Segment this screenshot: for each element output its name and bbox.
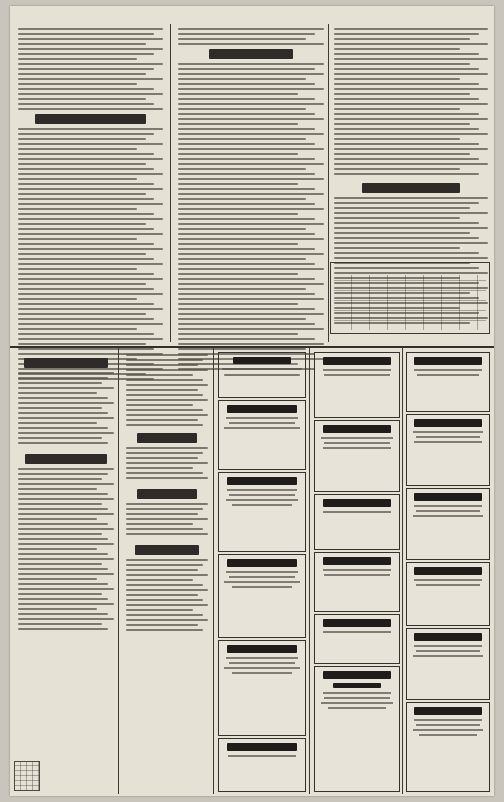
notice-heading <box>135 545 199 555</box>
notice-heading <box>24 358 108 368</box>
event-column <box>126 354 208 634</box>
advertisement <box>314 666 400 792</box>
data-table <box>330 262 490 334</box>
advertisement <box>406 702 490 792</box>
section-heading <box>209 49 294 59</box>
notice-column <box>18 354 114 633</box>
advertisement <box>314 614 400 664</box>
notice-heading <box>137 489 198 499</box>
advertisement <box>218 472 306 552</box>
advertisement <box>406 352 490 412</box>
advertisement <box>218 738 306 792</box>
advertisement <box>406 488 490 560</box>
newspaper-page <box>10 6 494 796</box>
advertisement <box>218 400 306 470</box>
page-number <box>12 8 26 20</box>
advertisement <box>406 562 490 626</box>
advertisement <box>314 352 400 418</box>
building-logo-icon <box>14 761 40 791</box>
notice-heading <box>137 433 196 443</box>
section-heading <box>35 114 145 124</box>
advertisement <box>406 414 490 486</box>
notice-heading <box>25 454 108 464</box>
advertisement <box>218 640 306 736</box>
article-column-left <box>18 28 163 383</box>
advertisement <box>218 352 306 398</box>
article-column-middle <box>178 28 324 373</box>
advertisement <box>314 494 400 550</box>
advertisement <box>314 420 400 492</box>
section-heading <box>362 183 461 193</box>
advertisement <box>314 552 400 612</box>
advertisement <box>218 554 306 638</box>
advertisement <box>406 628 490 700</box>
